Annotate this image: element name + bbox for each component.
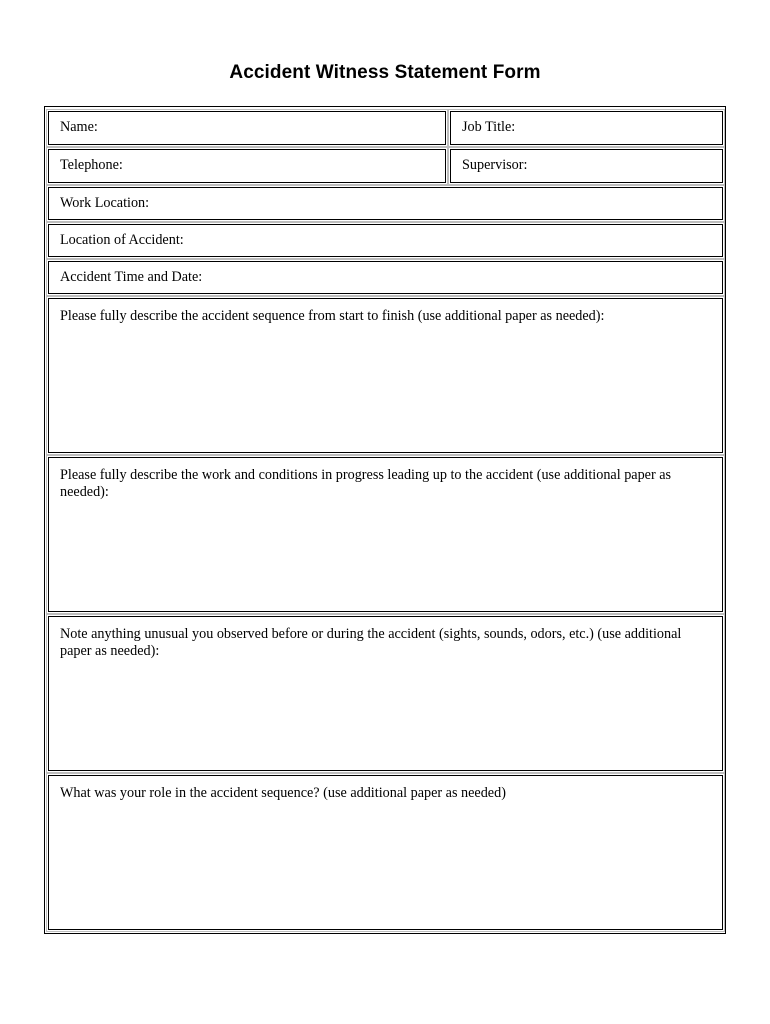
unusual-observations-prompt: Note anything unusual you observed before or during the accident (sights, sounds, odors, etc.) (use additional paper as needed): bbox=[60, 626, 682, 659]
accident-sequence-field[interactable] bbox=[48, 298, 723, 453]
supervisor-label: Supervisor: bbox=[462, 157, 528, 173]
accident-sequence-prompt: Please fully describe the accident sequence from start to finish (use additional paper as needed): bbox=[60, 308, 605, 324]
supervisor-field[interactable] bbox=[450, 149, 723, 183]
telephone-field[interactable] bbox=[48, 149, 446, 183]
job-title-field[interactable] bbox=[450, 111, 723, 145]
accident-time-date-field[interactable] bbox=[48, 261, 723, 294]
work-conditions-prompt: Please fully describe the work and conditions in progress leading up to the accident (use additional paper as needed): bbox=[60, 467, 672, 500]
work-location-label: Work Location: bbox=[60, 195, 150, 211]
form-title: Accident Witness Statement Form bbox=[229, 62, 541, 83]
telephone-label: Telephone: bbox=[60, 157, 123, 173]
name-label: Name: bbox=[60, 119, 98, 135]
work-conditions-field[interactable] bbox=[48, 457, 723, 612]
name-field[interactable] bbox=[48, 111, 446, 145]
accident-time-date-label: Accident Time and Date: bbox=[60, 269, 203, 285]
accident-location-field[interactable] bbox=[48, 224, 723, 257]
work-location-field[interactable] bbox=[48, 187, 723, 220]
unusual-observations-field[interactable] bbox=[48, 616, 723, 771]
witness-form-table bbox=[44, 106, 726, 934]
accident-location-label: Location of Accident: bbox=[60, 232, 184, 248]
witness-role-prompt: What was your role in the accident sequence? (use additional paper as needed) bbox=[60, 785, 506, 801]
job-title-label: Job Title: bbox=[462, 119, 516, 135]
witness-role-field[interactable] bbox=[48, 775, 723, 930]
